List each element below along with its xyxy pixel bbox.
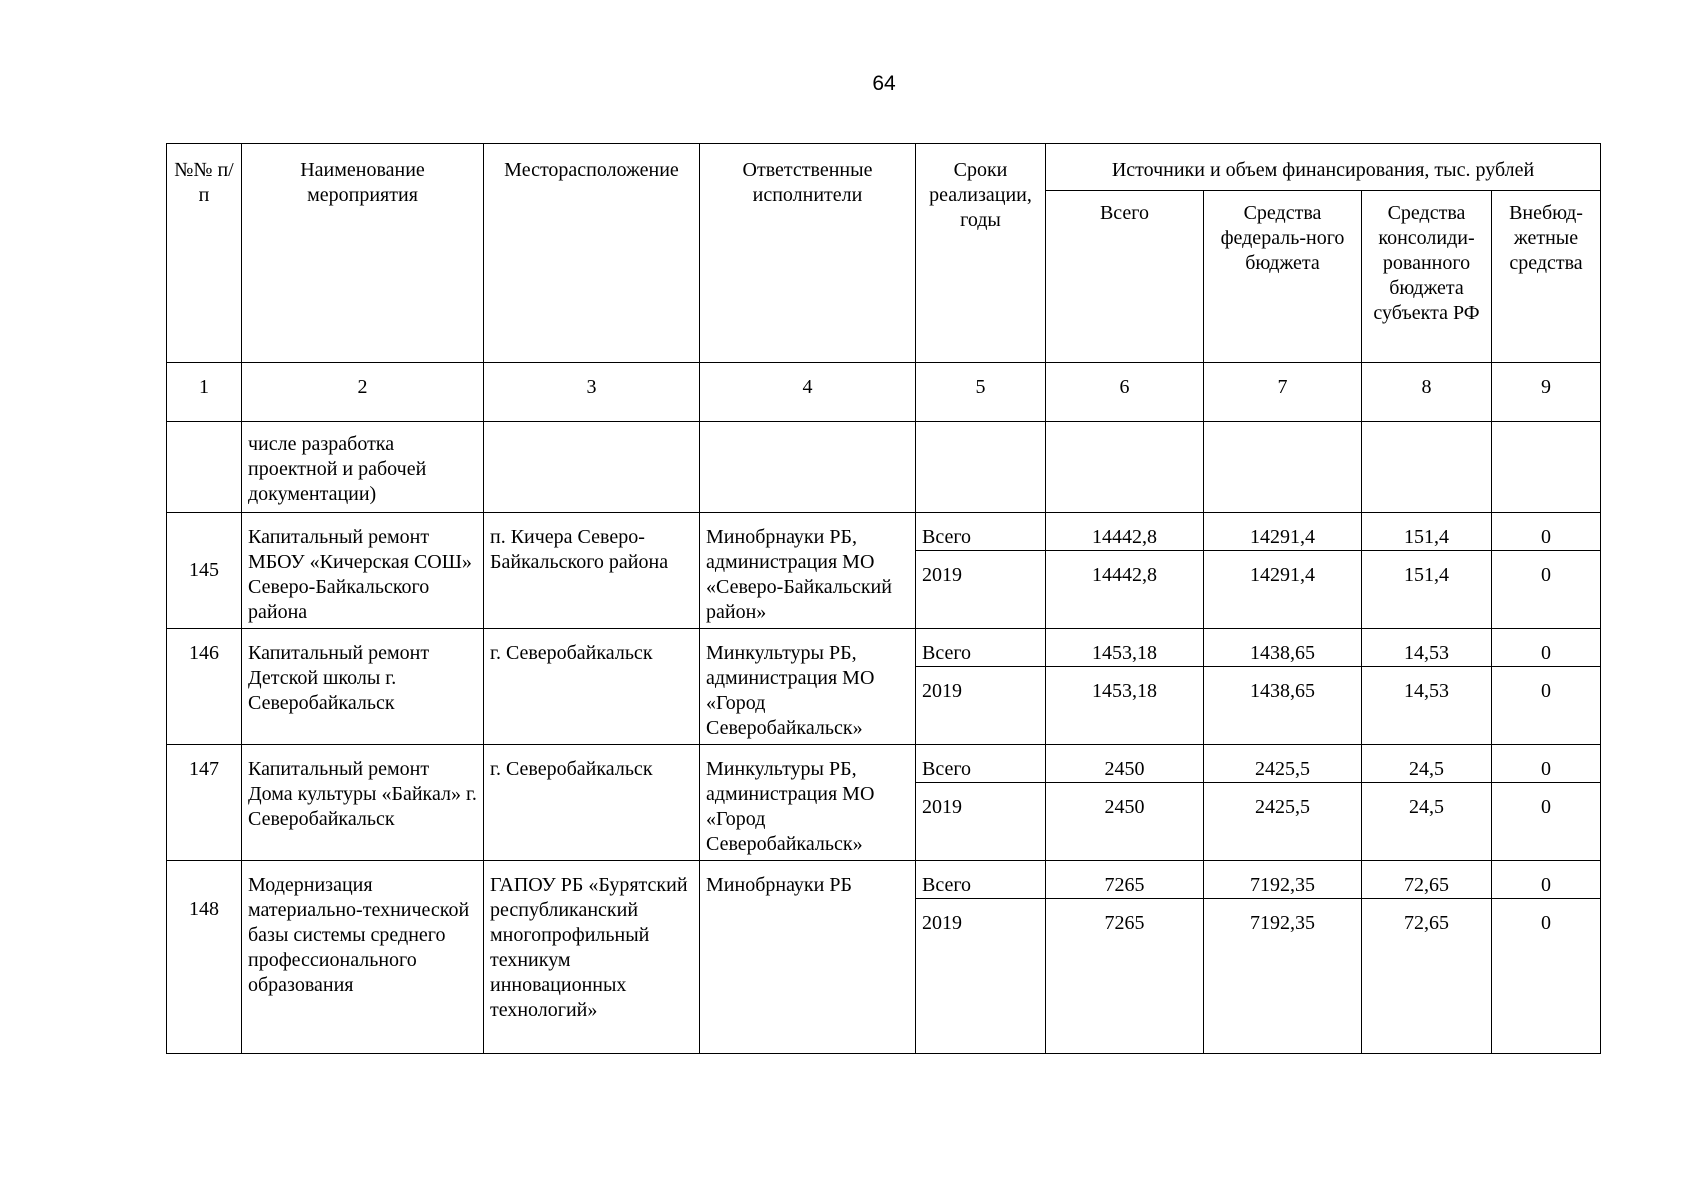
row-federal: 2425,5: [1204, 745, 1362, 783]
row-federal: 1438,65: [1204, 667, 1362, 745]
header-offbudget: Внебюд-жетные средства: [1492, 191, 1601, 363]
header-period: Сроки реализации, годы: [916, 144, 1046, 363]
row-regional: 72,65: [1362, 899, 1492, 1054]
row-regional: 24,5: [1362, 745, 1492, 783]
row-name: Капитальный ремонт Дома культуры «Байкал» г. Северобайкальск: [242, 745, 484, 861]
row-offbudget: 0: [1492, 783, 1601, 861]
row-num: 146: [167, 629, 242, 745]
column-number-row: [167, 363, 1601, 422]
row-total: 14442,8: [1046, 513, 1204, 551]
row-regional: 14,53: [1362, 667, 1492, 745]
row-location: г. Северобайкальск: [484, 745, 700, 861]
row-regional: 72,65: [1362, 861, 1492, 899]
row-federal: 7192,35: [1204, 899, 1362, 1054]
row-responsible: Минкультуры РБ, администрация МО «Город Северобайкальск»: [700, 745, 916, 861]
row-offbudget: 0: [1492, 861, 1601, 899]
row-num: 148: [167, 861, 242, 1054]
row-offbudget: 0: [1492, 667, 1601, 745]
header-responsible: Ответственные исполнители: [700, 144, 916, 363]
column-number: 7: [1204, 363, 1362, 422]
row-period: Всего: [916, 513, 1046, 551]
row-offbudget: 0: [1492, 899, 1601, 1054]
row-name: Модернизация материально-технической базы системы среднего профессионального образования: [242, 861, 484, 1054]
column-number: 2: [242, 363, 484, 422]
table-row: [167, 513, 1601, 551]
row-federal: 2425,5: [1204, 783, 1362, 861]
row-total: 14442,8: [1046, 551, 1204, 629]
header-regional: Средства консолиди-рованного бюджета субъекта РФ: [1362, 191, 1492, 363]
row-offbudget: 0: [1492, 629, 1601, 667]
row-location: п. Кичера Северо-Байкальского района: [484, 513, 700, 629]
row-name: Капитальный ремонт Детской школы г. Северобайкальск: [242, 629, 484, 745]
row-total: 1453,18: [1046, 667, 1204, 745]
row-period: 2019: [916, 783, 1046, 861]
row-federal: 7192,35: [1204, 861, 1362, 899]
row-regional: 24,5: [1362, 783, 1492, 861]
row-regional: 151,4: [1362, 551, 1492, 629]
row-offbudget: 0: [1492, 513, 1601, 551]
row-regional: 151,4: [1362, 513, 1492, 551]
header-federal: Средства федераль-ного бюджета: [1204, 191, 1362, 363]
row-responsible: Минобрнауки РБ: [700, 861, 916, 1054]
row-location: ГАПОУ РБ «Бурятский республиканский многопрофильный техникум инновационных технологий»: [484, 861, 700, 1054]
table-row: [167, 861, 1601, 899]
row-period: 2019: [916, 899, 1046, 1054]
row-period: Всего: [916, 629, 1046, 667]
row-location: г. Северобайкальск: [484, 629, 700, 745]
row-period: 2019: [916, 551, 1046, 629]
header-total: Всего: [1046, 191, 1204, 363]
row-total: 2450: [1046, 783, 1204, 861]
row-period: Всего: [916, 745, 1046, 783]
column-number: 6: [1046, 363, 1204, 422]
table-row: [167, 629, 1601, 667]
row-total: 1453,18: [1046, 629, 1204, 667]
continuation-row: [167, 422, 1601, 513]
row-offbudget: 0: [1492, 745, 1601, 783]
row-total: 2450: [1046, 745, 1204, 783]
row-name: Капитальный ремонт МБОУ «Кичерская СОШ» Северо-Байкальского района: [242, 513, 484, 629]
header-location: Месторасположение: [484, 144, 700, 363]
row-federal: 14291,4: [1204, 551, 1362, 629]
row-period: Всего: [916, 861, 1046, 899]
continuation-name: числе разработка проектной и рабочей документации): [242, 422, 484, 513]
column-number: 9: [1492, 363, 1601, 422]
page-number: 64: [872, 72, 896, 95]
row-total: 7265: [1046, 899, 1204, 1054]
header-name: Наименование мероприятия: [242, 144, 484, 363]
row-federal: 14291,4: [1204, 513, 1362, 551]
header-funding: Источники и объем финансирования, тыс. рублей: [1046, 144, 1601, 191]
column-number: 5: [916, 363, 1046, 422]
funding-table: [166, 143, 1601, 1054]
row-regional: 14,53: [1362, 629, 1492, 667]
column-number: 4: [700, 363, 916, 422]
row-total: 7265: [1046, 861, 1204, 899]
row-responsible: Минкультуры РБ, администрация МО «Город Северобайкальск»: [700, 629, 916, 745]
header-num: №№ п/п: [167, 144, 242, 363]
table-row: [167, 745, 1601, 783]
row-federal: 1438,65: [1204, 629, 1362, 667]
row-num: 145: [167, 513, 242, 629]
column-number: 8: [1362, 363, 1492, 422]
row-period: 2019: [916, 667, 1046, 745]
row-responsible: Минобрнауки РБ, администрация МО «Северо-Байкальский район»: [700, 513, 916, 629]
column-number: 1: [167, 363, 242, 422]
column-number: 3: [484, 363, 700, 422]
row-num: 147: [167, 745, 242, 861]
row-offbudget: 0: [1492, 551, 1601, 629]
